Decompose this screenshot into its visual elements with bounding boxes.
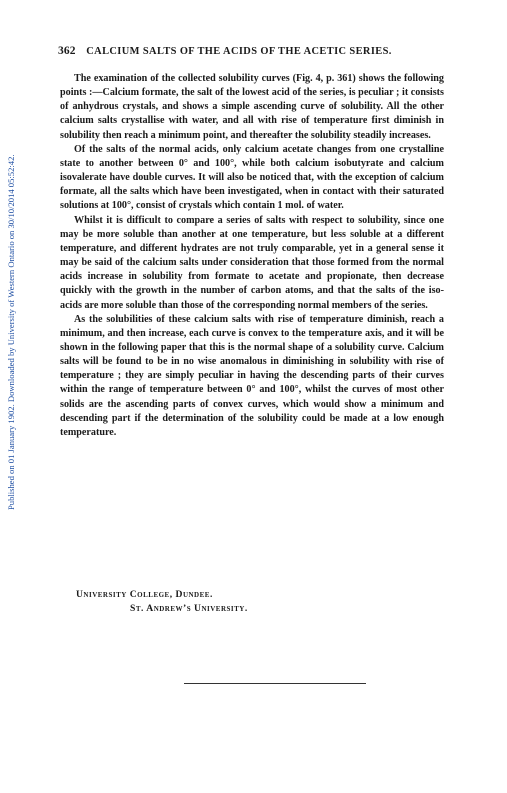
paragraph: As the solubilities of these calcium salts with rise of temperature diminish, reach a minimum, and then increase, each curve is convex to the temperature axis, and it will be shown in the following paper that this is the normal shape of a solubility curve. Calcium salts will be found to be in no wise anomalous in diminishing in solubility with rise of temperature ; they are simply peculiar in having the descending parts of their curves within the range of temperature between 0° and 100°, whilst the curves of most other solids are the ascending parts of convex curves, which would show a minimum and descending part if the determination of the solubility could be made at a low enough temperature. — [60, 313, 444, 438]
affiliation-line: University College, Dundee. — [76, 589, 213, 600]
end-rule — [184, 683, 366, 684]
article-body — [60, 72, 444, 440]
paragraph: The examination of the collected solubility curves (Fig. 4, p. 361) shows the following points :—Calcium formate, the salt of the lowest acid of the series, is peculiar ; it consists of anhydrous crystals, and shows a simple ascending curve of solubility. All the other calcium salts crystallise with water, and all with rise of temperature first diminish in solubility then reach a minimum point, and thereafter the solubility steadily increases. — [60, 73, 444, 141]
paragraph: Of the salts of the normal acids, only calcium acetate changes from one crystalline state to another between 0° and 100°, while both calcium isobutyrate and calcium isovalerate have double curves. It will also be noticed that, with the exception of calcium formate, all the salts which have been investigated, when in contact with their saturated solutions at 100°, consist of crystals which contain 1 mol. of water. — [60, 143, 444, 212]
running-title: CALCIUM SALTS OF THE ACIDS OF THE ACETIC SERIES. — [86, 46, 392, 57]
author-affiliation — [76, 588, 248, 616]
running-header — [58, 45, 458, 57]
download-watermark: Published on 01 January 1902. Downloaded by University of Western Ontario on 30/10/2014 05:52:42. — [6, 154, 16, 510]
page-number: 362 — [58, 45, 76, 57]
affiliation-line: St. Andrew’s University. — [130, 603, 248, 614]
paragraph: Whilst it is difficult to compare a series of salts with respect to solubility, since one may be more soluble than another at one temperature, but less soluble at a different temperature, and different hydrates are not truly comparable, yet in a general sense it may be said of the calcium salts under consideration that those formed from the normal acids increase in solubility from formate to acetate and propionate, then decrease quickly with the growth in the number of carbon atoms, and that the salts of the iso-acids are more soluble than those of the corresponding normal members of the series. — [60, 214, 444, 311]
